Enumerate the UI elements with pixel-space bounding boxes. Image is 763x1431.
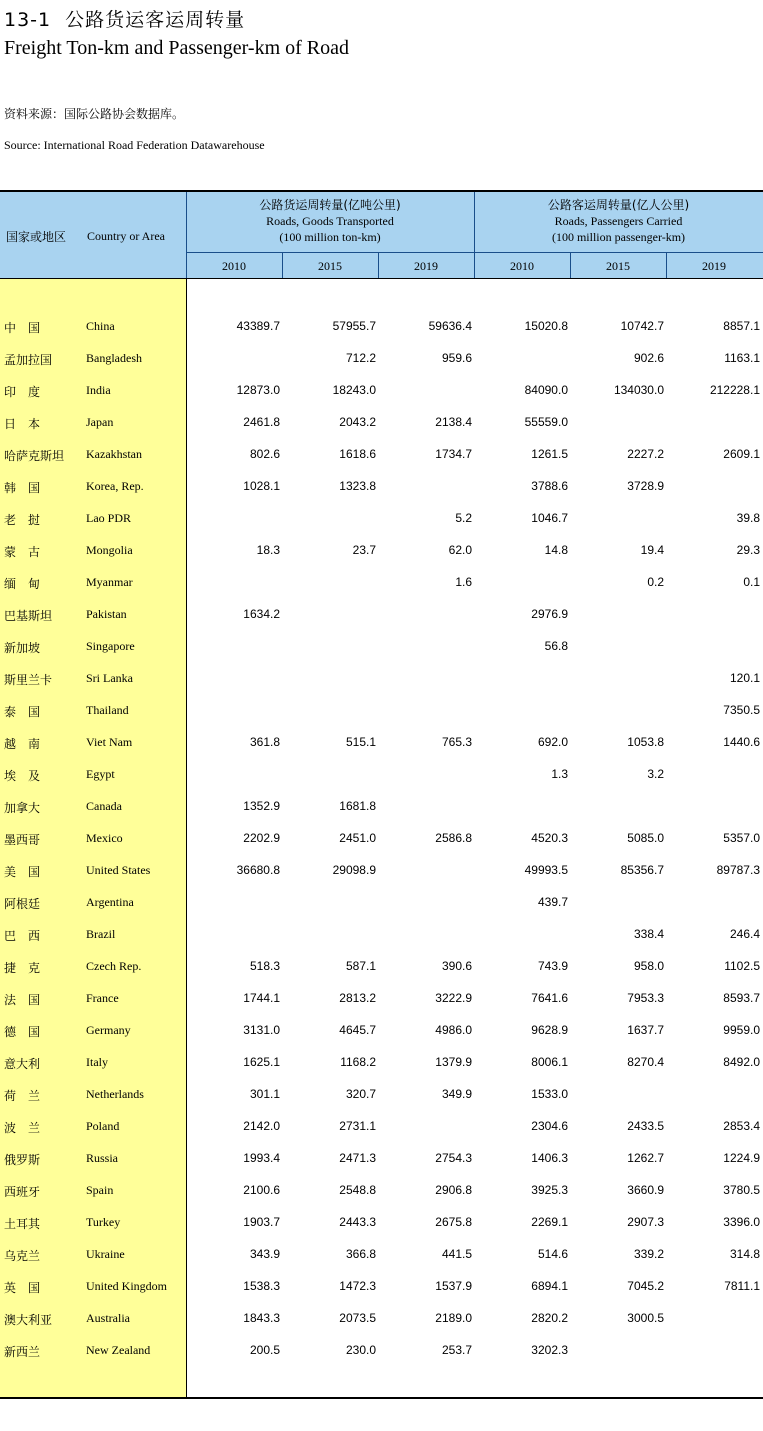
value-cell: 3728.9 <box>627 479 664 493</box>
value-cell: 2548.8 <box>339 1183 376 1197</box>
value-cell: 390.6 <box>441 959 472 973</box>
value-cell: 2976.9 <box>531 607 568 621</box>
country-header-en: Country or Area <box>87 229 165 243</box>
value-cell: 59636.4 <box>428 319 472 333</box>
goods-header-unit: (100 million ton-km) <box>279 230 381 244</box>
value-cell: 8492.0 <box>723 1055 760 1069</box>
year-header: 2010 <box>222 259 246 273</box>
value-cell: 1440.6 <box>723 735 760 749</box>
value-cell: 2906.8 <box>435 1183 472 1197</box>
value-cell: 1625.1 <box>243 1055 280 1069</box>
country-name-cn: 日 本 <box>4 417 41 431</box>
value-cell: 14.8 <box>544 543 568 557</box>
country-name-cn: 墨西哥 <box>4 833 41 847</box>
value-cell: 338.4 <box>633 927 664 941</box>
table-row <box>0 470 763 502</box>
value-cell: 230.0 <box>345 1343 376 1357</box>
value-cell: 1744.1 <box>243 991 280 1005</box>
value-cell: 39.8 <box>736 511 760 525</box>
value-cell: 1843.3 <box>243 1311 280 1325</box>
goods-header <box>186 197 474 245</box>
value-cell: 212228.1 <box>709 383 760 397</box>
value-cell: 743.9 <box>537 959 568 973</box>
country-name-cn: 蒙 古 <box>4 545 41 559</box>
country-name-cn: 印 度 <box>4 385 41 399</box>
country-name-cn: 德 国 <box>4 1025 41 1039</box>
value-cell: 1681.8 <box>339 799 376 813</box>
value-cell: 0.1 <box>743 575 760 589</box>
value-cell: 19.4 <box>640 543 664 557</box>
value-cell: 339.2 <box>633 1247 664 1261</box>
country-name-en: India <box>86 383 111 397</box>
value-cell: 366.8 <box>345 1247 376 1261</box>
value-cell: 1.3 <box>551 767 568 781</box>
table-row <box>0 310 763 342</box>
table-row <box>0 1206 763 1238</box>
table-row <box>0 1174 763 1206</box>
country-name-en: Bangladesh <box>86 351 142 365</box>
table-row <box>0 854 763 886</box>
value-cell: 9959.0 <box>723 1023 760 1037</box>
country-name-cn: 新西兰 <box>4 1345 41 1359</box>
value-cell: 15020.8 <box>524 319 568 333</box>
value-cell: 5085.0 <box>627 831 664 845</box>
value-cell: 253.7 <box>441 1343 472 1357</box>
country-name-en: Ukraine <box>86 1247 125 1261</box>
value-cell: 2433.5 <box>627 1119 664 1133</box>
value-cell: 1538.3 <box>243 1279 280 1293</box>
goods-header-cn: 公路货运周转量(亿吨公里) <box>259 198 401 212</box>
value-cell: 85356.7 <box>620 863 664 877</box>
table-row <box>0 822 763 854</box>
country-name-cn: 中 国 <box>4 321 41 335</box>
value-cell: 8857.1 <box>723 319 760 333</box>
table-row <box>0 790 763 822</box>
table-row <box>0 1334 763 1366</box>
country-name-cn: 斯里兰卡 <box>4 673 53 687</box>
table-row <box>0 438 763 470</box>
table-row <box>0 1046 763 1078</box>
year-header: 2019 <box>414 259 438 273</box>
value-cell: 3.2 <box>647 767 664 781</box>
country-name-cn: 巴基斯坦 <box>4 609 53 623</box>
value-cell: 7350.5 <box>723 703 760 717</box>
table-row <box>0 1302 763 1334</box>
country-name-cn: 捷 克 <box>4 961 41 975</box>
value-cell: 314.8 <box>729 1247 760 1261</box>
country-name-cn: 美 国 <box>4 865 41 879</box>
goods-header-en: Roads, Goods Transported <box>266 214 394 228</box>
country-name-cn: 越 南 <box>4 737 41 751</box>
table-row <box>0 726 763 758</box>
country-name-en: United States <box>86 863 151 877</box>
value-cell: 10742.7 <box>620 319 664 333</box>
value-cell: 134030.0 <box>613 383 664 397</box>
value-cell: 2073.5 <box>339 1311 376 1325</box>
country-name-cn: 巴 西 <box>4 929 41 943</box>
value-cell: 692.0 <box>537 735 568 749</box>
country-name-cn: 法 国 <box>4 993 41 1007</box>
value-cell: 7641.6 <box>531 991 568 1005</box>
source-note-en: Source: International Road Federation Datawarehouse <box>4 138 265 152</box>
country-name-cn: 澳大利亚 <box>4 1313 53 1327</box>
table-row <box>0 662 763 694</box>
value-cell: 1046.7 <box>531 511 568 525</box>
value-cell: 5357.0 <box>723 831 760 845</box>
value-cell: 1537.9 <box>435 1279 472 1293</box>
value-cell: 8270.4 <box>627 1055 664 1069</box>
table-row <box>0 694 763 726</box>
value-cell: 43389.7 <box>236 319 280 333</box>
value-cell: 18.3 <box>256 543 280 557</box>
table-row <box>0 1270 763 1302</box>
country-name-en: Netherlands <box>86 1087 144 1101</box>
table-bottom-rule <box>0 1397 763 1399</box>
value-cell: 2138.4 <box>435 415 472 429</box>
value-cell: 2189.0 <box>435 1311 472 1325</box>
table-row <box>0 406 763 438</box>
value-cell: 1352.9 <box>243 799 280 813</box>
value-cell: 1053.8 <box>627 735 664 749</box>
passengers-header-cn: 公路客运周转量(亿人公里) <box>547 198 690 212</box>
country-name-en: France <box>86 991 119 1005</box>
value-cell: 0.2 <box>647 575 664 589</box>
value-cell: 9628.9 <box>531 1023 568 1037</box>
country-name-en: New Zealand <box>86 1343 151 1357</box>
table-row <box>0 374 763 406</box>
country-name-cn: 泰 国 <box>4 705 41 719</box>
value-cell: 2907.3 <box>627 1215 664 1229</box>
value-cell: 84090.0 <box>524 383 568 397</box>
value-cell: 4986.0 <box>435 1023 472 1037</box>
value-cell: 55559.0 <box>524 415 568 429</box>
value-cell: 712.2 <box>345 351 376 365</box>
header-divider <box>186 252 763 253</box>
table-row <box>0 1142 763 1174</box>
country-name-en: Kazakhstan <box>86 447 142 461</box>
table-row <box>0 534 763 566</box>
country-name-en: Russia <box>86 1151 119 1165</box>
value-cell: 36680.8 <box>236 863 280 877</box>
value-cell: 8006.1 <box>531 1055 568 1069</box>
value-cell: 2586.8 <box>435 831 472 845</box>
country-name-en: Turkey <box>86 1215 121 1229</box>
country-name-cn: 孟加拉国 <box>4 353 53 367</box>
value-cell: 246.4 <box>729 927 760 941</box>
value-cell: 2100.6 <box>243 1183 280 1197</box>
table-title-en: Freight Ton-km and Passenger-km of Road <box>4 37 349 59</box>
table-row <box>0 566 763 598</box>
table-number: 13-1 <box>4 9 52 31</box>
value-cell: 2451.0 <box>339 831 376 845</box>
country-name-cn: 荷 兰 <box>4 1089 41 1103</box>
country-name-en: Korea, Rep. <box>86 479 144 493</box>
passengers-header-en: Roads, Passengers Carried <box>554 214 683 228</box>
value-cell: 439.7 <box>537 895 568 909</box>
table-row <box>0 630 763 662</box>
country-name-en: Italy <box>86 1055 108 1069</box>
table-row <box>0 886 763 918</box>
country-name-en: Sri Lanka <box>86 671 133 685</box>
value-cell: 802.6 <box>249 447 280 461</box>
value-cell: 4645.7 <box>339 1023 376 1037</box>
country-name-en: Mexico <box>86 831 123 845</box>
country-name-en: Mongolia <box>86 543 133 557</box>
country-name-en: Brazil <box>86 927 116 941</box>
country-name-cn: 老 挝 <box>4 513 41 527</box>
table-body <box>0 310 763 1366</box>
value-cell: 2269.1 <box>531 1215 568 1229</box>
country-name-cn: 乌克兰 <box>4 1249 41 1263</box>
value-cell: 2304.6 <box>531 1119 568 1133</box>
country-name-en: Czech Rep. <box>86 959 142 973</box>
country-name-en: Canada <box>86 799 122 813</box>
value-cell: 2443.3 <box>339 1215 376 1229</box>
value-cell: 5.2 <box>455 511 472 525</box>
value-cell: 200.5 <box>249 1343 280 1357</box>
value-cell: 1102.5 <box>724 959 760 973</box>
year-header: 2015 <box>318 259 342 273</box>
value-cell: 2142.0 <box>243 1119 280 1133</box>
country-name-en: Spain <box>86 1183 114 1197</box>
value-cell: 587.1 <box>345 959 376 973</box>
table-row <box>0 1110 763 1142</box>
table-row <box>0 1014 763 1046</box>
value-cell: 62.0 <box>448 543 472 557</box>
value-cell: 1323.8 <box>339 479 376 493</box>
value-cell: 515.1 <box>345 735 376 749</box>
value-cell: 29.3 <box>736 543 760 557</box>
value-cell: 2675.8 <box>435 1215 472 1229</box>
country-name-en: Singapore <box>86 639 135 653</box>
country-name-en: Germany <box>86 1023 131 1037</box>
value-cell: 301.1 <box>249 1087 280 1101</box>
title-cn-text: 公路货运客运周转量 <box>65 9 246 31</box>
value-cell: 349.9 <box>441 1087 472 1101</box>
value-cell: 1533.0 <box>531 1087 568 1101</box>
country-name-en: United Kingdom <box>86 1279 167 1293</box>
value-cell: 1634.2 <box>243 607 280 621</box>
value-cell: 1406.3 <box>531 1151 568 1165</box>
country-name-cn: 英 国 <box>4 1281 41 1295</box>
value-cell: 320.7 <box>345 1087 376 1101</box>
value-cell: 2461.8 <box>243 415 280 429</box>
value-cell: 2820.2 <box>531 1311 568 1325</box>
value-cell: 514.6 <box>537 1247 568 1261</box>
table-row <box>0 502 763 534</box>
year-header: 2019 <box>702 259 726 273</box>
table-row <box>0 758 763 790</box>
value-cell: 3222.9 <box>435 991 472 1005</box>
country-name-cn: 哈萨克斯坦 <box>4 449 65 463</box>
value-cell: 2853.4 <box>723 1119 760 1133</box>
country-name-cn: 土耳其 <box>4 1217 41 1231</box>
value-cell: 1168.2 <box>340 1055 376 1069</box>
table-row <box>0 598 763 630</box>
value-cell: 2043.2 <box>339 415 376 429</box>
value-cell: 12873.0 <box>236 383 280 397</box>
value-cell: 4520.3 <box>531 831 568 845</box>
value-cell: 3000.5 <box>627 1311 664 1325</box>
country-name-cn: 俄罗斯 <box>4 1153 41 1167</box>
table-row <box>0 1078 763 1110</box>
country-name-cn: 加拿大 <box>4 801 41 815</box>
value-cell: 1993.4 <box>243 1151 280 1165</box>
table-title-cn <box>4 5 245 32</box>
value-cell: 765.3 <box>441 735 472 749</box>
value-cell: 343.9 <box>249 1247 280 1261</box>
value-cell: 361.8 <box>249 735 280 749</box>
value-cell: 3660.9 <box>627 1183 664 1197</box>
value-cell: 3788.6 <box>531 479 568 493</box>
value-cell: 3780.5 <box>723 1183 760 1197</box>
country-name-en: China <box>86 319 115 333</box>
table-row <box>0 1238 763 1270</box>
source-note-cn: 资料来源：国际公路协会数据库。 <box>4 107 185 121</box>
value-cell: 2813.2 <box>339 991 376 1005</box>
country-name-en: Pakistan <box>86 607 127 621</box>
value-cell: 1262.7 <box>627 1151 664 1165</box>
passengers-header <box>474 197 763 245</box>
value-cell: 1472.3 <box>339 1279 376 1293</box>
value-cell: 1.6 <box>455 575 472 589</box>
year-header: 2015 <box>606 259 630 273</box>
value-cell: 2731.1 <box>339 1119 376 1133</box>
country-name-en: Lao PDR <box>86 511 131 525</box>
table-row <box>0 950 763 982</box>
value-cell: 2202.9 <box>243 831 280 845</box>
header-bottom-rule <box>0 278 763 279</box>
table-row <box>0 918 763 950</box>
value-cell: 1224.9 <box>723 1151 760 1165</box>
value-cell: 902.6 <box>633 351 664 365</box>
value-cell: 958.0 <box>633 959 664 973</box>
value-cell: 3202.3 <box>531 1343 568 1357</box>
value-cell: 6894.1 <box>531 1279 568 1293</box>
country-name-cn: 西班牙 <box>4 1185 41 1199</box>
value-cell: 518.3 <box>249 959 280 973</box>
value-cell: 29098.9 <box>332 863 376 877</box>
value-cell: 959.6 <box>441 351 472 365</box>
value-cell: 1028.1 <box>243 479 280 493</box>
value-cell: 1379.9 <box>435 1055 472 1069</box>
value-cell: 1637.7 <box>627 1023 664 1037</box>
country-header-cn: 国家或地区 <box>6 230 67 244</box>
value-cell: 23.7 <box>352 543 376 557</box>
value-cell: 8593.7 <box>723 991 760 1005</box>
value-cell: 1903.7 <box>243 1215 280 1229</box>
country-name-en: Japan <box>86 415 114 429</box>
value-cell: 7045.2 <box>627 1279 664 1293</box>
country-name-cn: 阿根廷 <box>4 897 41 911</box>
value-cell: 7811.1 <box>724 1279 760 1293</box>
value-cell: 89787.3 <box>716 863 760 877</box>
country-name-en: Australia <box>86 1311 130 1325</box>
country-name-cn: 新加坡 <box>4 641 41 655</box>
value-cell: 2471.3 <box>339 1151 376 1165</box>
country-name-en: Argentina <box>86 895 134 909</box>
value-cell: 57955.7 <box>332 319 376 333</box>
value-cell: 2754.3 <box>435 1151 472 1165</box>
country-name-en: Egypt <box>86 767 115 781</box>
value-cell: 1163.1 <box>724 351 760 365</box>
value-cell: 1261.5 <box>531 447 568 461</box>
value-cell: 7953.3 <box>627 991 664 1005</box>
value-cell: 2227.2 <box>627 447 664 461</box>
value-cell: 441.5 <box>441 1247 472 1261</box>
value-cell: 1618.6 <box>339 447 376 461</box>
value-cell: 1734.7 <box>435 447 472 461</box>
table-row <box>0 982 763 1014</box>
value-cell: 49993.5 <box>524 863 568 877</box>
value-cell: 3925.3 <box>531 1183 568 1197</box>
passengers-header-unit: (100 million passenger-km) <box>551 230 686 244</box>
value-cell: 3396.0 <box>723 1215 760 1229</box>
country-name-cn: 缅 甸 <box>4 577 41 591</box>
value-cell: 3131.0 <box>243 1023 280 1037</box>
country-name-cn: 埃 及 <box>4 769 41 783</box>
value-cell: 56.8 <box>544 639 568 653</box>
year-header: 2010 <box>510 259 534 273</box>
value-cell: 18243.0 <box>332 383 376 397</box>
country-name-cn: 韩 国 <box>4 481 41 495</box>
country-name-en: Viet Nam <box>86 735 133 749</box>
table-row <box>0 342 763 374</box>
country-name-en: Poland <box>86 1119 120 1133</box>
country-name-cn: 意大利 <box>4 1057 41 1071</box>
value-cell: 120.1 <box>729 671 760 685</box>
country-name-en: Thailand <box>86 703 129 717</box>
country-name-cn: 波 兰 <box>4 1121 41 1135</box>
value-cell: 2609.1 <box>723 447 760 461</box>
country-name-en: Myanmar <box>86 575 133 589</box>
